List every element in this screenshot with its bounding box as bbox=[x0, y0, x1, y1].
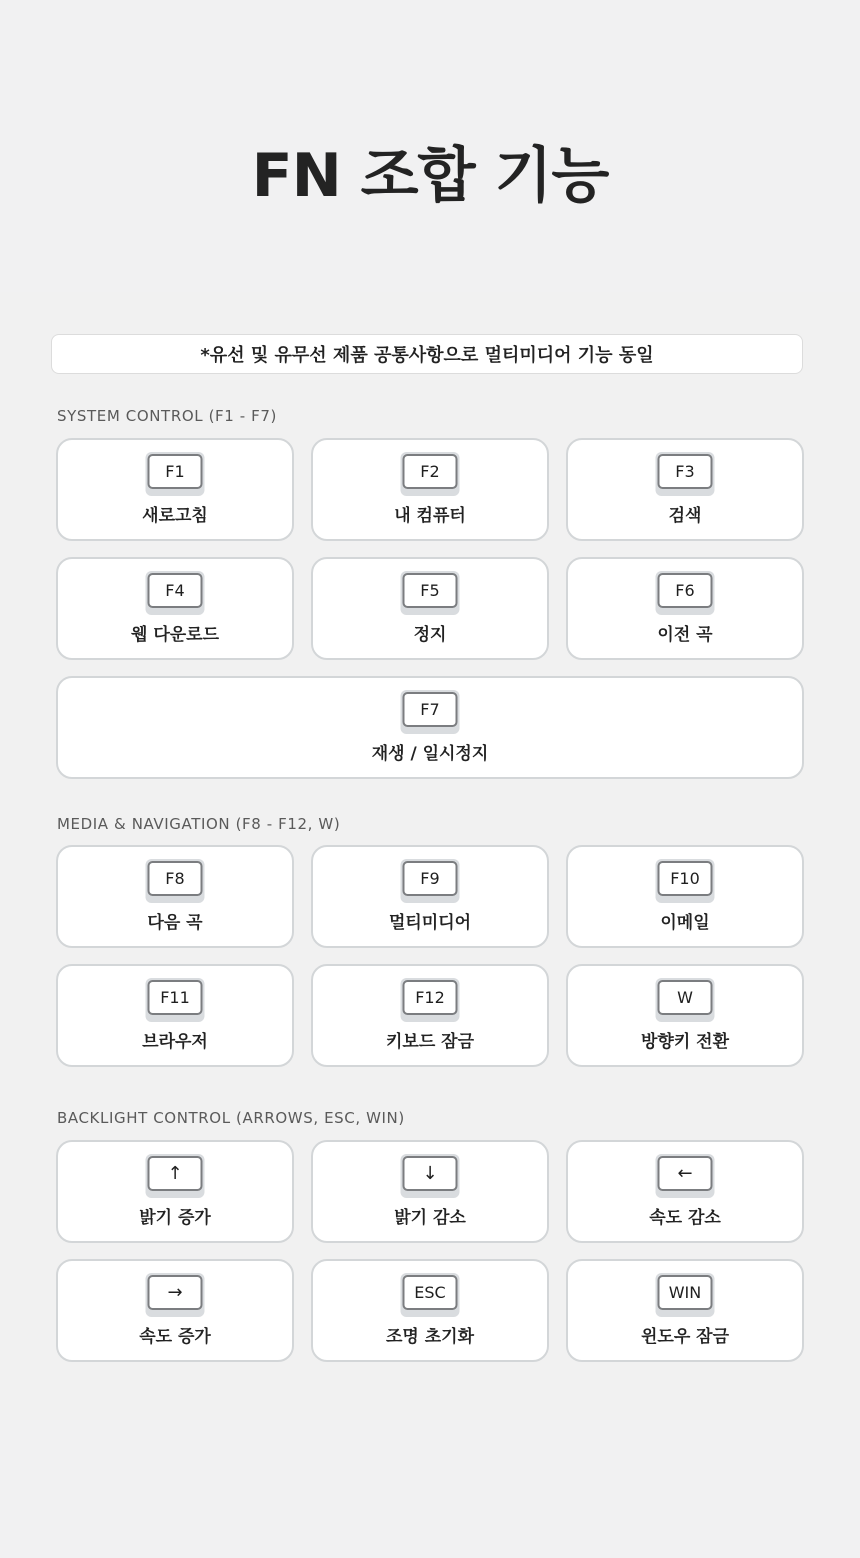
function-label: 조명 초기화 bbox=[385, 1327, 475, 1347]
notice-text: *유선 및 유무선 제품 공통사항으로 멀티미디어 기능 동일 bbox=[200, 345, 654, 366]
fn-card-w bbox=[566, 964, 804, 1067]
fn-card-arrow-up bbox=[56, 1140, 294, 1243]
keycap-label: F11 bbox=[148, 980, 203, 1015]
function-label: 이전 곡 bbox=[657, 625, 713, 645]
function-label: 이메일 bbox=[660, 913, 710, 933]
keycap-arrow-up bbox=[146, 1154, 205, 1198]
fn-card-f7 bbox=[56, 676, 804, 779]
keycap-label: F1 bbox=[148, 454, 203, 489]
keycap-f2 bbox=[401, 452, 460, 496]
keycap-arrow-right bbox=[146, 1273, 205, 1317]
keycap-label: F10 bbox=[658, 861, 713, 896]
keycap-f11 bbox=[146, 978, 205, 1022]
function-label: 밝기 증가 bbox=[139, 1208, 211, 1228]
arrow-left-icon: ← bbox=[658, 1156, 713, 1191]
function-label: 속도 증가 bbox=[139, 1327, 211, 1347]
keycap-f1 bbox=[146, 452, 205, 496]
function-label: 방향키 전환 bbox=[640, 1032, 730, 1052]
function-label: 재생 / 일시정지 bbox=[371, 744, 489, 764]
keycap-f9 bbox=[401, 859, 460, 903]
arrow-down-icon: ↓ bbox=[403, 1156, 458, 1191]
fn-card-f4 bbox=[56, 557, 294, 660]
function-label: 속도 감소 bbox=[649, 1208, 721, 1228]
keycap-label: F5 bbox=[403, 573, 458, 608]
keycap-label: F9 bbox=[403, 861, 458, 896]
keycap-f3 bbox=[656, 452, 715, 496]
function-label: 웹 다운로드 bbox=[130, 625, 220, 645]
keycap-w bbox=[656, 978, 715, 1022]
keycap-f10 bbox=[656, 859, 715, 903]
function-label: 다음 곡 bbox=[147, 913, 203, 933]
keycap-f8 bbox=[146, 859, 205, 903]
keycap-label: F12 bbox=[403, 980, 458, 1015]
section-label-system-control: SYSTEM CONTROL (F1 - F7) bbox=[57, 407, 277, 425]
fn-card-f1 bbox=[56, 438, 294, 541]
keycap-label: W bbox=[658, 980, 713, 1015]
fn-card-f2 bbox=[311, 438, 549, 541]
function-label: 멀티미디어 bbox=[388, 913, 472, 933]
keycap-label: F3 bbox=[658, 454, 713, 489]
fn-card-arrow-down bbox=[311, 1140, 549, 1243]
keycap-label: F4 bbox=[148, 573, 203, 608]
keycap-label: ESC bbox=[403, 1275, 458, 1310]
function-label: 내 컴퓨터 bbox=[394, 506, 466, 526]
page-title: FN 조합 기능 bbox=[251, 141, 609, 211]
keycap-arrow-left bbox=[656, 1154, 715, 1198]
fn-card-f10 bbox=[566, 845, 804, 948]
function-label: 검색 bbox=[668, 506, 702, 526]
function-label: 새로고침 bbox=[142, 506, 208, 526]
fn-card-arrow-right bbox=[56, 1259, 294, 1362]
function-label: 정지 bbox=[413, 625, 447, 645]
fn-card-f9 bbox=[311, 845, 549, 948]
fn-card-f3 bbox=[566, 438, 804, 541]
section-label-backlight-control: BACKLIGHT CONTROL (ARROWS, ESC, WIN) bbox=[57, 1109, 405, 1127]
fn-card-f11 bbox=[56, 964, 294, 1067]
function-label: 키보드 잠금 bbox=[385, 1032, 475, 1052]
keycap-f4 bbox=[146, 571, 205, 615]
keycap-esc bbox=[401, 1273, 460, 1317]
fn-card-win bbox=[566, 1259, 804, 1362]
keycap-label: F7 bbox=[403, 692, 458, 727]
function-label: 윈도우 잠금 bbox=[640, 1327, 730, 1347]
keycap-label: F6 bbox=[658, 573, 713, 608]
keycap-arrow-down bbox=[401, 1154, 460, 1198]
fn-card-arrow-left bbox=[566, 1140, 804, 1243]
fn-card-esc bbox=[311, 1259, 549, 1362]
keycap-f12 bbox=[401, 978, 460, 1022]
fn-card-f6 bbox=[566, 557, 804, 660]
keycap-f6 bbox=[656, 571, 715, 615]
keycap-win bbox=[656, 1273, 715, 1317]
notice-banner bbox=[51, 334, 803, 374]
fn-card-f8 bbox=[56, 845, 294, 948]
fn-card-f12 bbox=[311, 964, 549, 1067]
function-label: 밝기 감소 bbox=[394, 1208, 466, 1228]
keycap-label: WIN bbox=[658, 1275, 713, 1310]
keycap-label: F2 bbox=[403, 454, 458, 489]
fn-card-f5 bbox=[311, 557, 549, 660]
arrow-up-icon: ↑ bbox=[148, 1156, 203, 1191]
keycap-f7 bbox=[401, 690, 460, 734]
section-label-media-navigation: MEDIA & NAVIGATION (F8 - F12, W) bbox=[57, 815, 341, 833]
keycap-f5 bbox=[401, 571, 460, 615]
keycap-label: F8 bbox=[148, 861, 203, 896]
function-label: 브라우저 bbox=[142, 1032, 208, 1052]
arrow-right-icon: → bbox=[148, 1275, 203, 1310]
